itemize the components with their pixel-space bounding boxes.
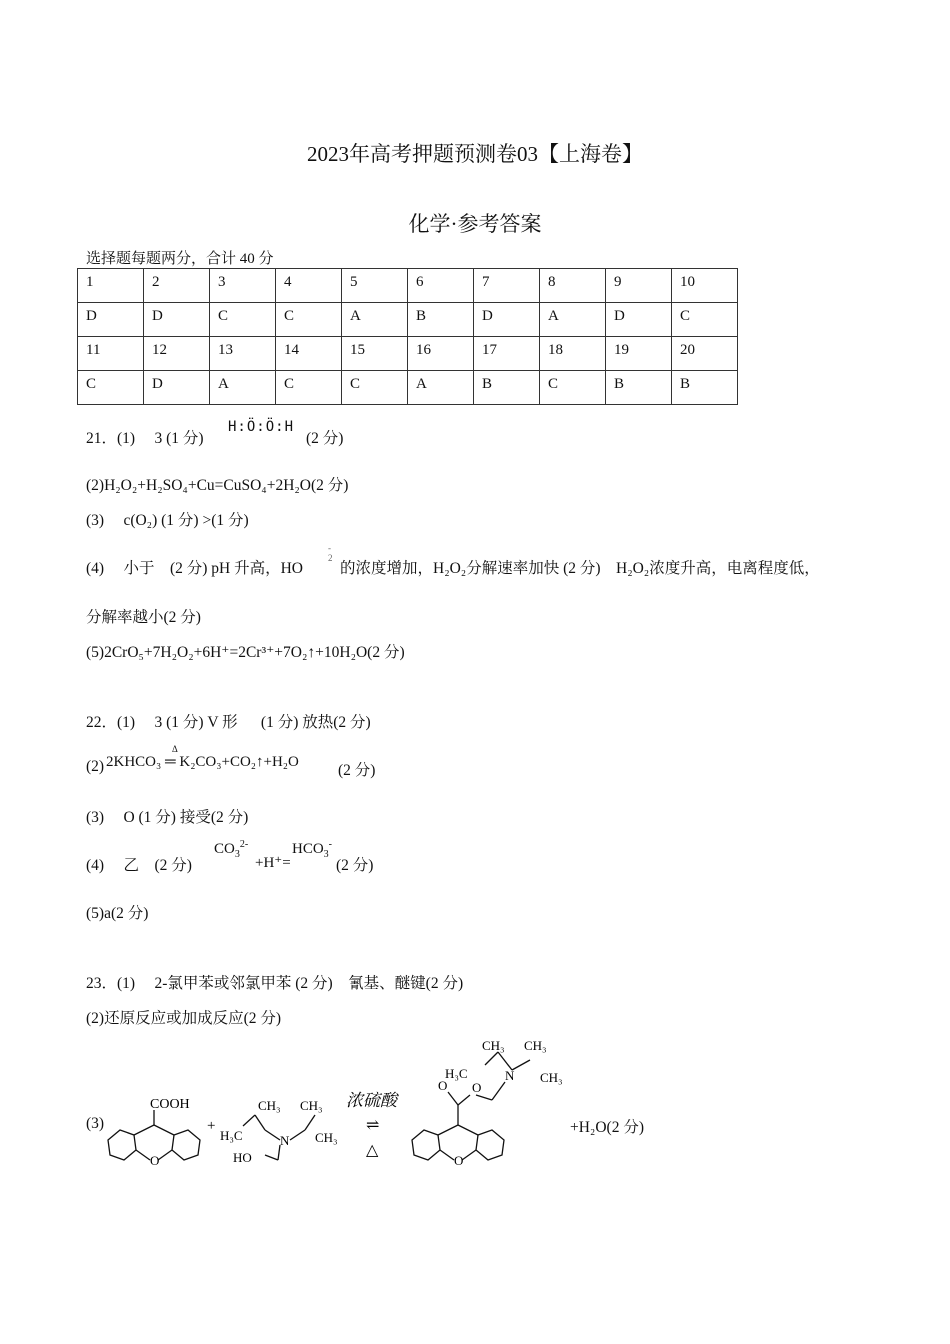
plus-sign: +: [207, 1118, 216, 1134]
q22-hco3: $HCO_3^-$: [292, 839, 333, 860]
table-row: [78, 269, 738, 303]
q22-part3: (3) O (1 分) 接受(2 分): [86, 809, 249, 826]
benzene-ring-left: [108, 1130, 136, 1160]
table-cell: 14: [276, 337, 342, 371]
table-cell: 8: [540, 269, 606, 303]
q23-part3-score: +H₂O(2 分): [570, 1119, 644, 1136]
table-row: [78, 303, 738, 337]
q22-part4-score: (2 分): [336, 857, 374, 874]
table-cell: B: [408, 303, 474, 337]
choice-note: 选择题每题两分，合计 40 分: [86, 251, 274, 267]
product-label: CH₃: [524, 1038, 547, 1053]
table-cell: 13: [210, 337, 276, 371]
q22-part4-label: (4) 乙 (2 分): [86, 857, 192, 874]
benzene-ring-product-left: [412, 1130, 440, 1160]
table-cell: 3: [210, 269, 276, 303]
page-title: 2023年高考押题预测卷03【上海卷】: [307, 142, 643, 166]
table-cell: 2: [144, 269, 210, 303]
table-cell: 11: [78, 337, 144, 371]
q22-part1: 22．(1) 3 (1 分) V 形 (1 分) 放热(2 分): [86, 714, 371, 731]
table-cell: 9: [606, 269, 672, 303]
amine-label: CH₃: [258, 1098, 281, 1113]
table-cell: 16: [408, 337, 474, 371]
table-cell: 12: [144, 337, 210, 371]
product-label: O: [438, 1078, 448, 1093]
table-cell: 5: [342, 269, 408, 303]
table-cell: A: [342, 303, 408, 337]
table-cell: 4: [276, 269, 342, 303]
table-cell: A: [408, 371, 474, 405]
table-cell: B: [672, 371, 738, 405]
table-cell: D: [144, 371, 210, 405]
page-subtitle: 化学·参考答案: [408, 212, 542, 236]
table-cell: 10: [672, 269, 738, 303]
product-label: H₃C: [445, 1066, 468, 1081]
q22-equation: 2KHCO₃ ═ K₂CO₃+CO₂↑+H₂O: [106, 754, 299, 770]
q21-part3: (3) c(O₂) (1 分) >(1 分): [86, 512, 249, 529]
table-cell: 20: [672, 337, 738, 371]
q22-part2-score: (2 分): [338, 762, 376, 779]
answer-table: [77, 268, 738, 405]
condition-mid: ⇌: [366, 1117, 380, 1134]
amine-label: H₃C: [220, 1128, 243, 1143]
table-cell: C: [78, 371, 144, 405]
table-cell: C: [540, 371, 606, 405]
table-cell: C: [276, 303, 342, 337]
product-label: CH₃: [540, 1070, 563, 1085]
q22-part5: (5)a(2 分): [86, 905, 149, 922]
table-cell: 15: [342, 337, 408, 371]
table-cell: C: [276, 371, 342, 405]
table-cell: 7: [474, 269, 540, 303]
amine-label: HO: [233, 1150, 252, 1165]
condition-top: 浓硫酸: [346, 1091, 397, 1110]
q21-part5: (5)2CrO₅+7H₂O₂+6H⁺=2Cr³⁺+7O₂↑+10H₂O(2 分): [86, 644, 405, 661]
table-cell: C: [210, 303, 276, 337]
q21-part4-b: 的浓度增加，H₂O₂分解速率加快 (2 分) H₂O₂浓度升高，电离程度低，: [340, 560, 820, 577]
table-cell: C: [342, 371, 408, 405]
table-cell: 6: [408, 269, 474, 303]
ring-oxygen: O: [150, 1153, 160, 1168]
q23-part2: (2)还原反应或加成反应(2 分): [86, 1010, 282, 1027]
table-cell: D: [144, 303, 210, 337]
reaction-scheme: [100, 1030, 570, 1180]
electron-formula: H:Ö:Ö:H: [228, 419, 295, 435]
q21-part4-c: 分解率越小(2 分): [86, 609, 201, 626]
q22-hplus: +H⁺=: [255, 855, 291, 871]
table-row: [78, 371, 738, 405]
product-label: O: [454, 1153, 464, 1168]
table-cell: B: [606, 371, 672, 405]
q21-part1-text: 21．(1) 3 (1 分): [86, 430, 204, 447]
benzene-ring-right: [172, 1130, 200, 1160]
product-label: CH₃: [482, 1038, 505, 1053]
benzene-ring-product-right: [476, 1130, 504, 1160]
q21-part4-sup: - 2: [328, 543, 333, 563]
product-label: N: [505, 1068, 515, 1083]
q22-co3: $CO_3^{2-}$: [214, 839, 249, 860]
q23-part1: 23．(1) 2-氯甲苯或邻氯甲苯 (2 分) 氰基、醚键(2 分): [86, 975, 464, 992]
q22-cond: Δ: [172, 744, 178, 754]
amine-label: CH₃: [315, 1130, 338, 1145]
q21-part4-a: (4) 小于 (2 分) pH 升高，HO: [86, 560, 303, 577]
table-row: [78, 337, 738, 371]
table-cell: 1: [78, 269, 144, 303]
table-cell: 19: [606, 337, 672, 371]
q21-part1-score: (2 分): [306, 430, 344, 447]
q22-part2-label: (2): [86, 758, 105, 775]
table-cell: 17: [474, 337, 540, 371]
q21-part2: (2)H₂O₂+H₂SO₄+Cu=CuSO₄+2H₂O(2 分): [86, 477, 349, 494]
product-label: O: [472, 1080, 482, 1095]
table-cell: A: [210, 371, 276, 405]
condition-bot: △: [366, 1142, 379, 1159]
table-cell: 18: [540, 337, 606, 371]
q23-part3-label: (3): [86, 1115, 105, 1132]
table-cell: D: [78, 303, 144, 337]
table-cell: D: [474, 303, 540, 337]
table-cell: B: [474, 371, 540, 405]
table-cell: A: [540, 303, 606, 337]
amine-label: CH₃: [300, 1098, 323, 1113]
table-cell: D: [606, 303, 672, 337]
amine-label: N: [280, 1133, 290, 1148]
table-cell: C: [672, 303, 738, 337]
cooh-label: COOH: [150, 1097, 190, 1112]
